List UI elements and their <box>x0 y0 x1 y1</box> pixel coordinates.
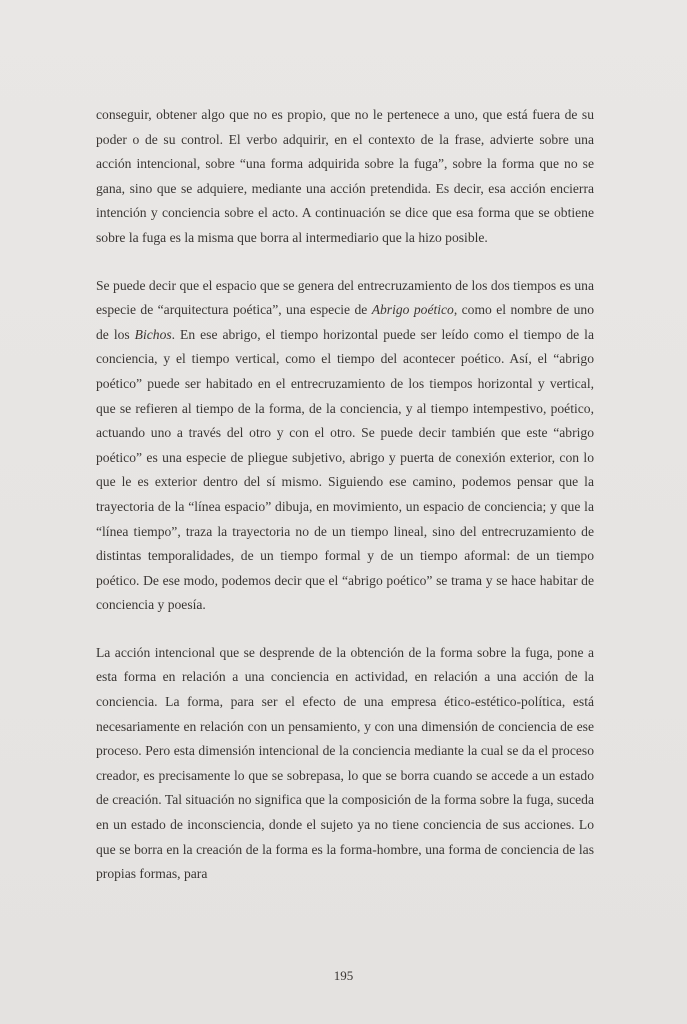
paragraph-2-segment-1: Se puede decir que el espacio que se genera del entrecruzamiento de los dos tiempos es una especie de “arquitectura poética”, una especie de <box>96 277 594 318</box>
paragraph-2-segment-3: , como el nombre de uno de los <box>96 302 594 342</box>
italic-title-abrigo-poetico: Abrigo poético <box>371 302 454 318</box>
page-number: 195 <box>333 968 354 983</box>
paragraph-2 <box>96 274 594 618</box>
paragraph-1 <box>96 103 594 251</box>
body-text <box>96 103 594 887</box>
paragraph-2-segment-5: . En ese abrigo, el tiempo horizontal puede ser leído como el tiempo de la conciencia, y el tiempo vertical, como el tiempo del acontecer poético. Así, el “abrigo poético” puede ser habitado en el entrecruzamiento de los tiempos horizontal y vertical, que se refieren al tiempo de la forma, de la conciencia, y al tiempo intempestivo, poético, actuando uno a través del otro y con el otro. Se puede decir también que este “abrigo poético” es una especie de pliegue subjetivo, abrigo y puerta de conexión exterior, con lo que le es exterior dentro del sí mismo. Siguiendo ese camino, podemos pensar que la trayectoria de la “línea espacio” dibuja, en movimiento, un espacio de conciencia; y que la “línea tiempo”, traza la trayectoria no de un tiempo lineal, sino del entrecruzamiento de distintas temporalidades, de un tiempo formal y de un tiempo aformal: de un tiempo poético. De ese modo, podemos decir que el “abrigo poético” se trama y se hace habitar de conciencia y poesía. <box>96 326 594 613</box>
italic-title-bichos: Bichos <box>134 326 172 342</box>
paragraph-3-segment-1: La acción intencional que se desprende de la obtención de la forma sobre la fuga, pone a esta forma en relación a una conciencia en actividad, en relación a una acción de la conciencia. La forma, para ser el efecto de una empresa ético-estético-política, está necesariamente en relación con un pensamiento, y con una dimensión de conciencia de ese proceso. Pero esta dimensión intencional de la conciencia mediante la cual se da el proceso creador, es precisamente lo que se sobrepasa, lo que se borra cuando se accede a un estado de creación. Tal situación no significa que la composición de la forma sobre la fuga, suceda en un estado de inconsciencia, donde el sujeto ya no tiene conciencia de sus acciones. Lo que se borra en la creación de la forma es la forma-hombre, una forma de conciencia de las propias formas, para <box>96 644 594 882</box>
paragraph-1-segment-1: conseguir, obtener algo que no es propio, que no le pertenece a uno, que está fuera de su poder o de su control. El verbo adquirir, en el contexto de la frase, advierte sobre una acción intencional, sobre “una forma adquirida sobre la fuga”, sobre la forma que no se gana, sino que se adquiere, mediante una acción pretendida. Es decir, esa acción encierra intención y conciencia sobre el acto. A continuación se dice que esa forma que se obtiene sobre la fuga es la misma que borra al intermediario que la hizo posible. <box>96 107 594 245</box>
paragraph-3 <box>96 641 594 887</box>
